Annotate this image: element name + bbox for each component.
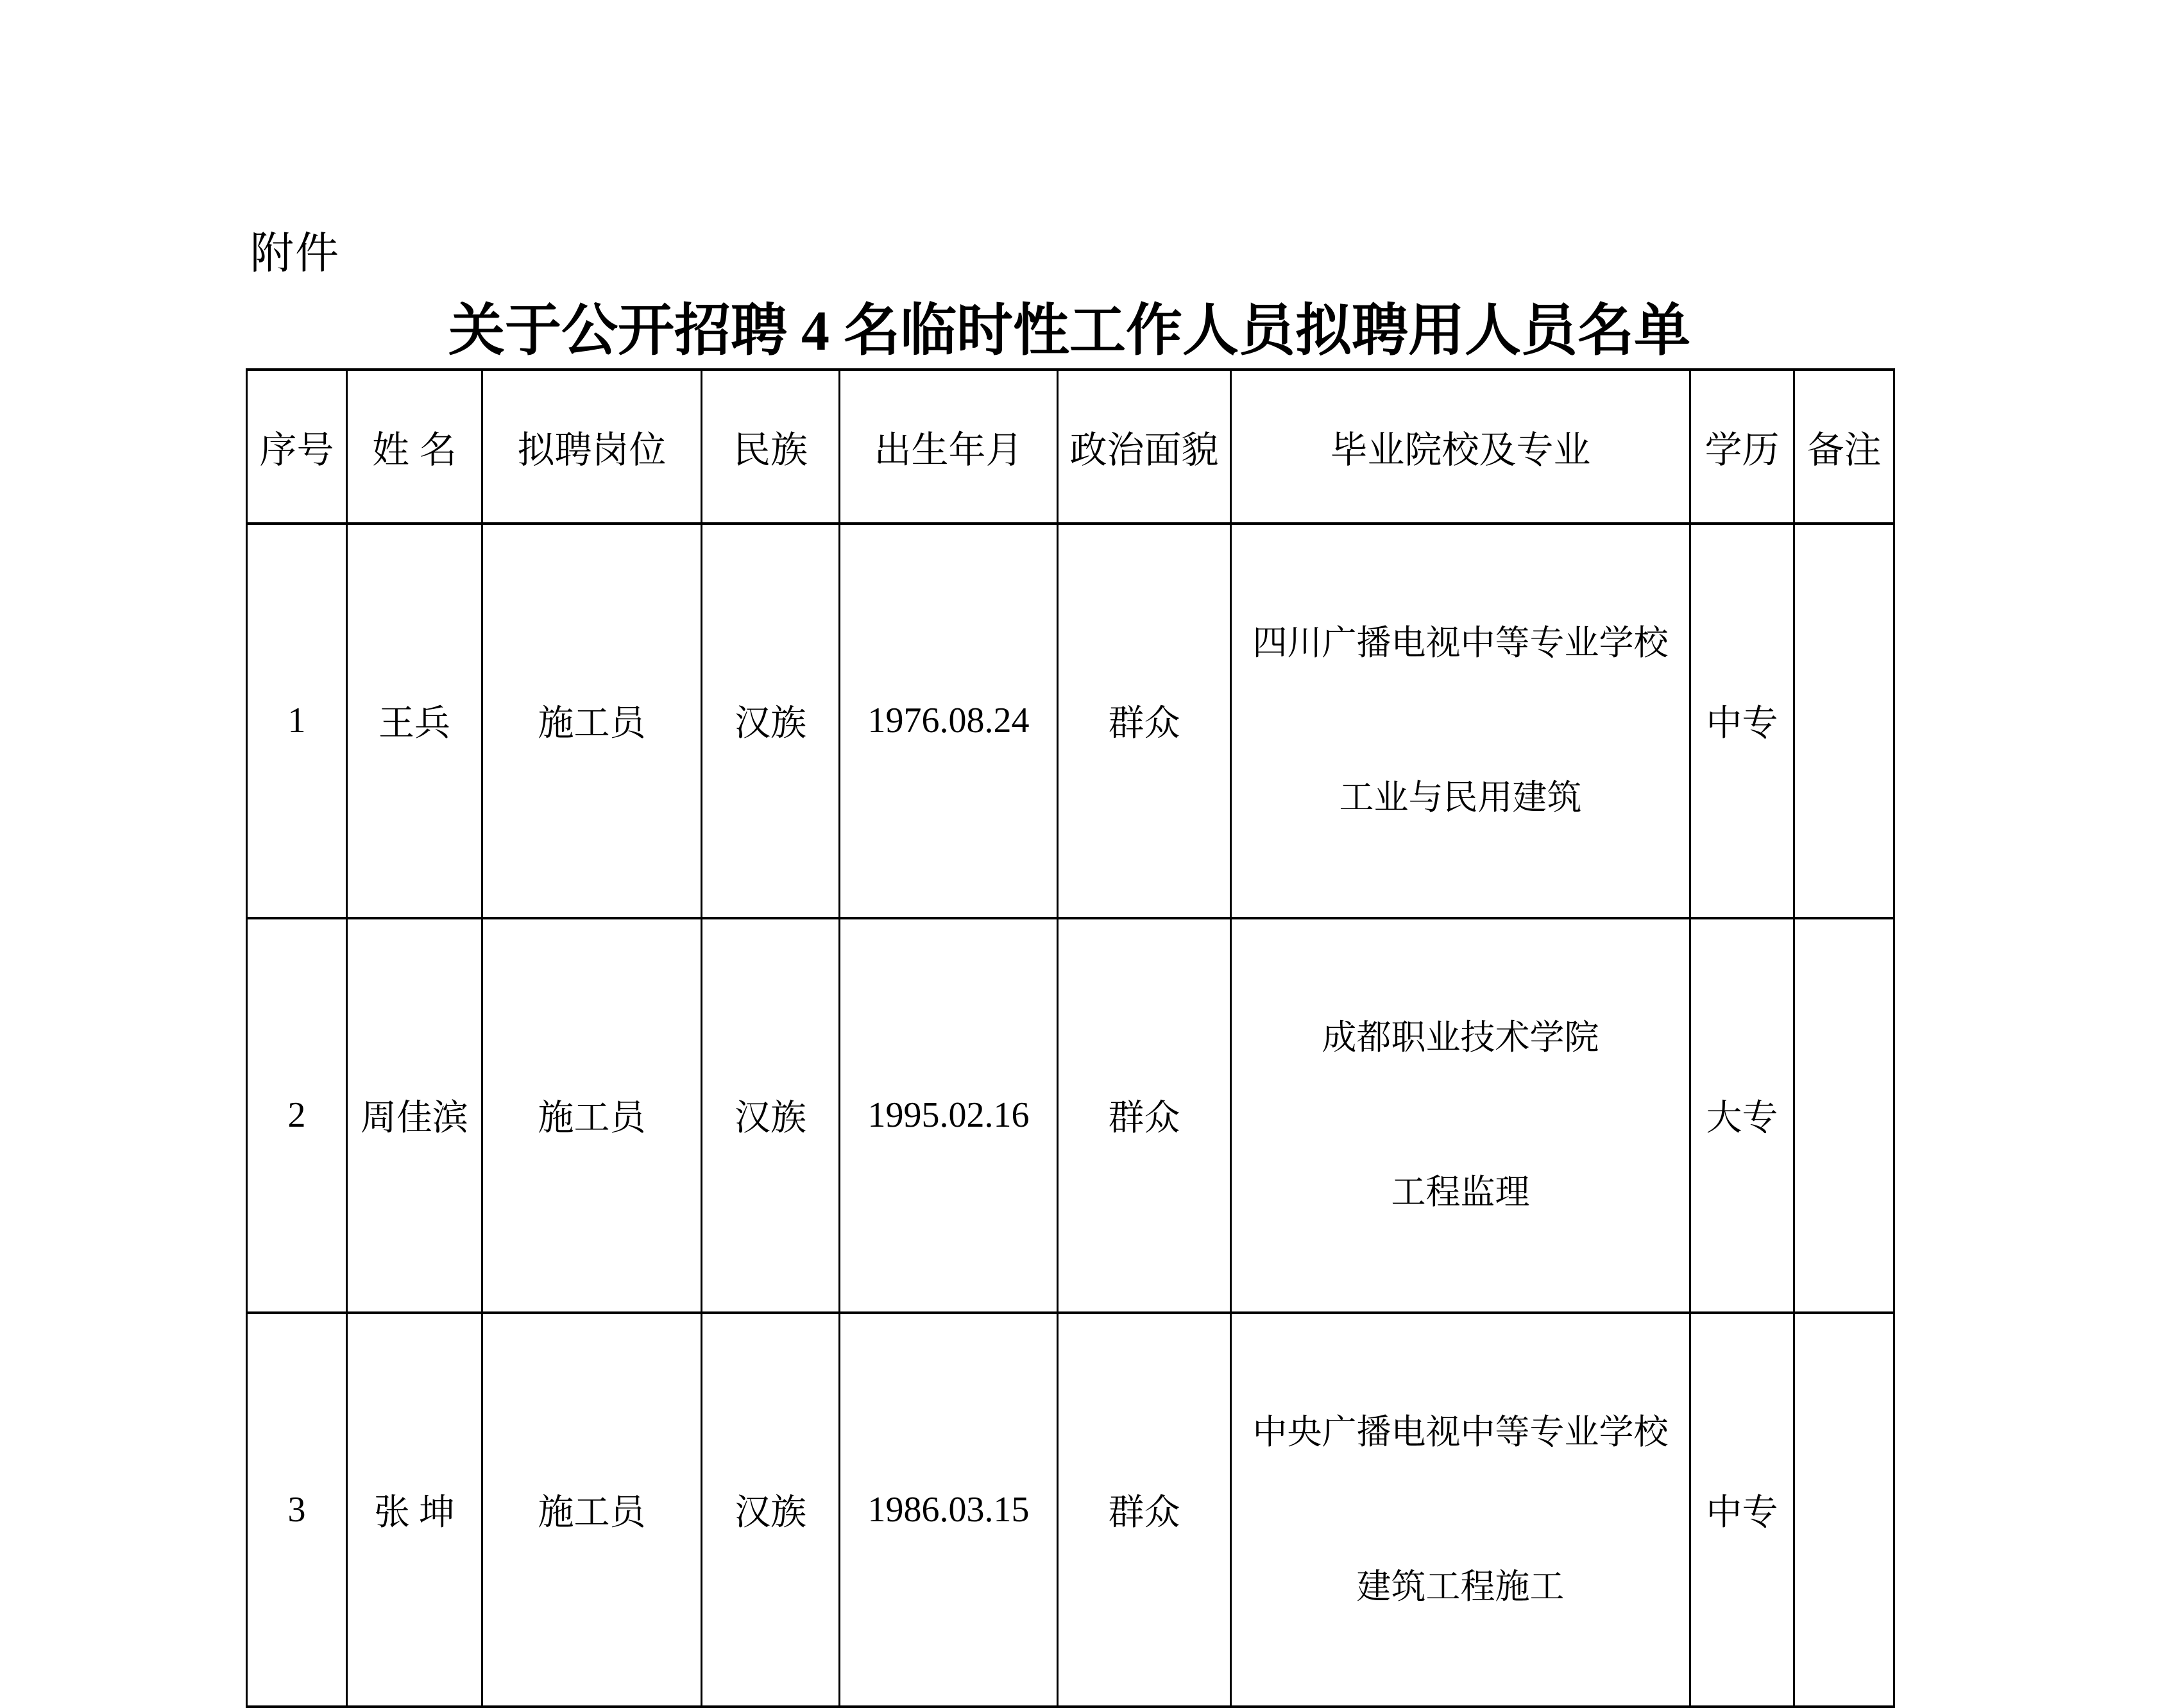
table-row [247, 524, 1894, 918]
cell-school [1231, 524, 1690, 918]
cell-birth-date: 1995.02.16 [840, 918, 1058, 1313]
cell-position: 施工员 [482, 918, 702, 1313]
cell-ethnicity: 汉族 [702, 918, 840, 1313]
school-major: 工业与民用建筑 [1339, 778, 1582, 817]
cell-school [1231, 918, 1690, 1313]
cell-name: 王兵 [347, 524, 482, 918]
cell-seq: 3 [247, 1313, 347, 1707]
cell-political-status: 群众 [1058, 524, 1231, 918]
cell-political-status: 群众 [1058, 918, 1231, 1313]
header-cell-name: 姓 名 [347, 370, 482, 524]
cell-education: 大专 [1690, 918, 1794, 1313]
table-row [247, 918, 1894, 1313]
cell-education: 中专 [1690, 1313, 1794, 1707]
school-name: 中央广播电视中等专业学校 [1252, 1412, 1669, 1451]
school-name: 四川广播电视中等专业学校 [1252, 624, 1669, 662]
cell-seq: 1 [247, 524, 347, 918]
personnel-table [246, 368, 1895, 1708]
page-title: 关于公开招聘 4 名临时性工作人员拟聘用人员名单 [448, 300, 1690, 363]
cell-ethnicity: 汉族 [702, 524, 840, 918]
cell-name: 周佳滨 [347, 918, 482, 1313]
cell-school [1231, 1313, 1690, 1707]
cell-birth-date: 1976.08.24 [840, 524, 1058, 918]
cell-education: 中专 [1690, 524, 1794, 918]
header-cell-education: 学历 [1690, 370, 1794, 524]
header-cell-school: 毕业院校及专业 [1231, 370, 1690, 524]
cell-name: 张 坤 [347, 1313, 482, 1707]
cell-political-status: 群众 [1058, 1313, 1231, 1707]
attachment-label: 附件 [250, 229, 341, 278]
school-major: 建筑工程施工 [1356, 1567, 1565, 1606]
cell-seq: 2 [247, 918, 347, 1313]
header-cell-position: 拟聘岗位 [482, 370, 702, 524]
header-cell-seq: 序号 [247, 370, 347, 524]
cell-birth-date: 1986.03.15 [840, 1313, 1058, 1707]
cell-position: 施工员 [482, 524, 702, 918]
header-cell-birth-date: 出生年月 [840, 370, 1058, 524]
cell-ethnicity: 汉族 [702, 1313, 840, 1707]
header-cell-political-status: 政治面貌 [1058, 370, 1231, 524]
cell-remark [1794, 918, 1894, 1313]
cell-remark [1794, 524, 1894, 918]
cell-remark [1794, 1313, 1894, 1707]
school-name: 成都职业技术学院 [1322, 1018, 1599, 1057]
header-cell-remark: 备注 [1794, 370, 1894, 524]
school-major: 工程监理 [1391, 1173, 1530, 1212]
table-row [247, 1313, 1894, 1707]
table-header-row [247, 370, 1894, 524]
header-cell-ethnicity: 民族 [702, 370, 840, 524]
cell-position: 施工员 [482, 1313, 702, 1707]
